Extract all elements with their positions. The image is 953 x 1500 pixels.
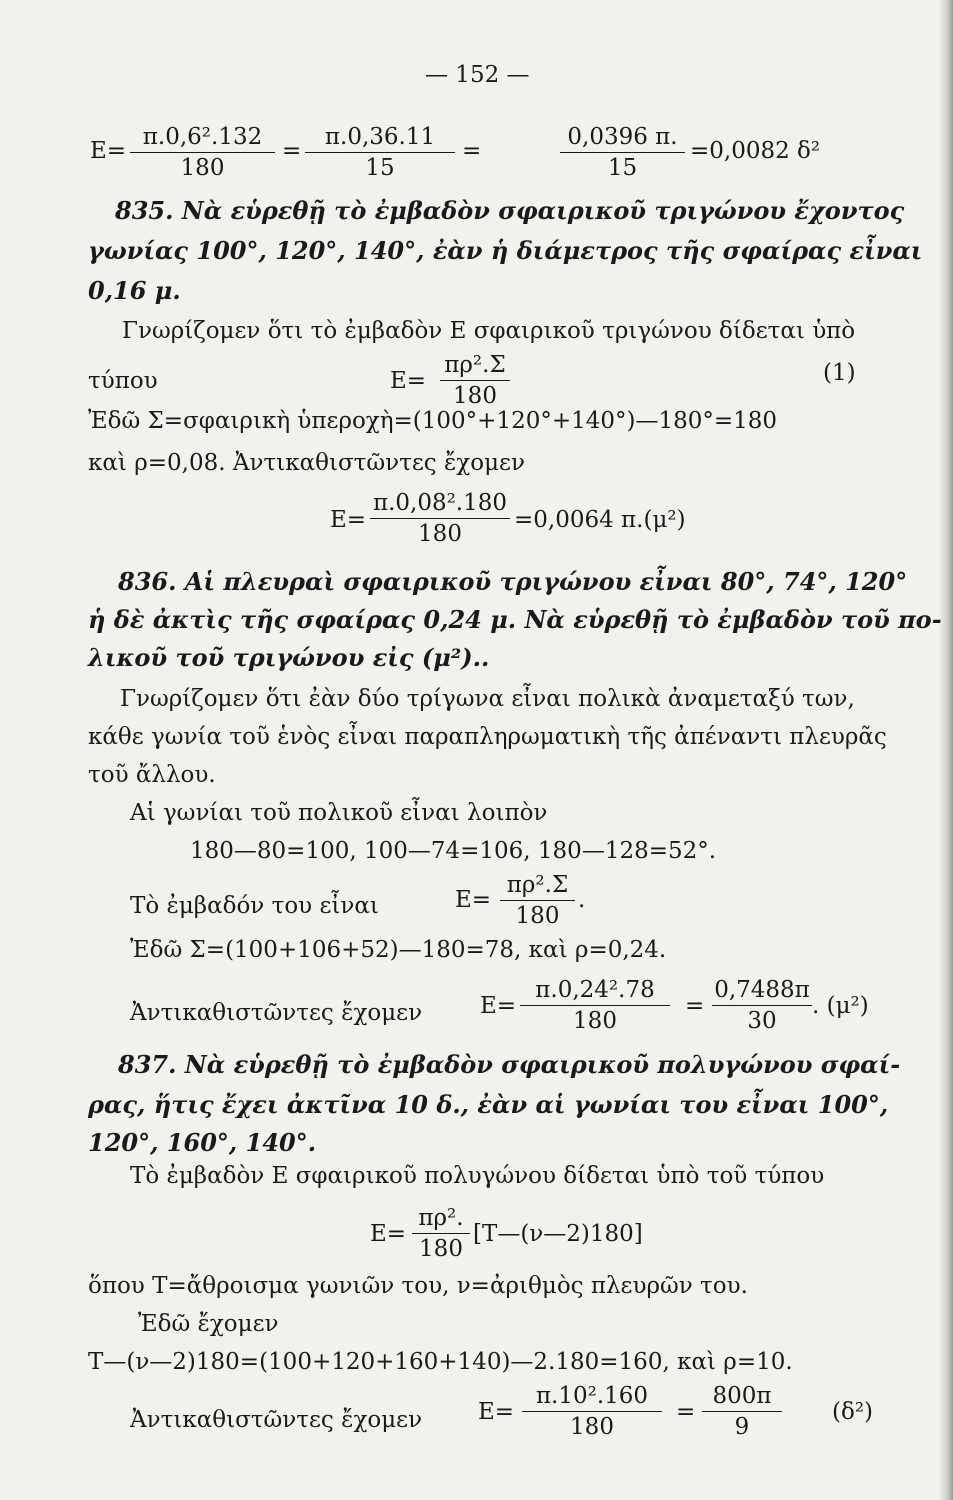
body-line: Τὸ ἐμβαδόν του εἶναι	[130, 893, 379, 919]
formula-lhs: Ε=	[478, 1399, 515, 1425]
fraction-denominator: 9	[734, 1414, 750, 1440]
result-value: =0,0064 π.(μ²)	[514, 507, 686, 533]
fraction-denominator: 15	[365, 155, 395, 181]
formula-lhs: Ε=	[390, 368, 427, 394]
body-line: Τὸ ἐμβαδὸν Ε σφαιρικοῦ πολυγώνου δίδεται ὑπὸ τοῦ τύπου	[130, 1163, 825, 1189]
formula-lhs: Ε=	[480, 993, 517, 1019]
problem-heading-line: ἡ δὲ ἀκτὶς τῆς σφαίρας 0,24 μ. Νὰ εὑρεθῇ τὸ ἐμβαδὸν τοῦ πο-	[88, 605, 942, 634]
formula-fraction	[412, 1203, 470, 1264]
fraction-numerator: π.0,6².132	[130, 122, 275, 153]
fraction-denominator: 180	[419, 1236, 463, 1262]
formula-bracket: [Τ—(ν—2)180]	[473, 1221, 643, 1247]
fraction-numerator: π.10².160	[522, 1381, 662, 1412]
problem-heading-line: 835. Νὰ εὑρεθῇ τὸ ἐμβαδὸν σφαιρικοῦ τριγώνου ἔχοντος	[115, 196, 905, 225]
result-fraction-2	[702, 1381, 782, 1442]
problem-heading-line: ρας, ἥτις ἔχει ἀκτῖνα 10 δ., ἐὰν αἱ γωνίαι του εἶναι 100°,	[88, 1090, 889, 1119]
problem-heading-line: 836. Αἱ πλευραὶ σφαιρικοῦ τριγώνου εἶναι 80°, 74°, 120°	[118, 567, 908, 596]
equals-sign: =	[282, 138, 302, 164]
body-line: καὶ ρ=0,08. Ἀντικαθιστῶντες ἔχομεν	[88, 450, 525, 476]
body-line: 180—80=100, 100—74=106, 180—128=52°.	[190, 838, 717, 864]
body-line: Ἀντικαθιστῶντες ἔχομεν	[130, 1407, 423, 1433]
result-fraction	[520, 975, 670, 1036]
body-line: Ἐδῶ Σ=(100+106+52)—180=78, καὶ ρ=0,24.	[130, 937, 667, 963]
equals-sign: =	[462, 138, 482, 164]
body-line: Γνωρίζομεν ὅτι τὸ ἐμβαδὸν Ε σφαιρικοῦ τριγώνου δίδεται ὑπὸ	[122, 318, 856, 344]
fraction-numerator: πρ².	[412, 1203, 470, 1234]
body-line: ὅπου Τ=ἄθροισμα γωνιῶν του, ν=ἀριθμὸς πλευρῶν του.	[88, 1273, 748, 1299]
fraction-2	[305, 122, 455, 183]
body-line: Τ—(ν—2)180=(100+120+160+140)—2.180=160, καὶ ρ=10.	[88, 1349, 793, 1375]
formula-fraction	[500, 870, 575, 931]
page-number: — 152 —	[425, 62, 530, 88]
fraction-numerator: 0,0396 π.	[560, 122, 685, 153]
fraction-denominator: 15	[607, 155, 638, 181]
fraction-3	[560, 122, 685, 183]
fraction-numerator: 800π	[702, 1381, 782, 1412]
fraction-numerator: π.0,36.11	[305, 122, 455, 153]
fraction-numerator: 0,7488π	[712, 975, 812, 1006]
body-line: Αἱ γωνίαι τοῦ πολικοῦ εἶναι λοιπὸν	[130, 800, 548, 826]
body-line: τοῦ ἄλλου.	[88, 762, 216, 788]
formula-lhs: Ε=	[455, 887, 492, 913]
period: .	[578, 887, 586, 913]
result-fraction-2	[712, 975, 812, 1036]
fraction-numerator: π.0,24².78	[520, 975, 670, 1006]
problem-heading-line: γωνίας 100°, 120°, 140°, ἐὰν ἡ διάμετρος τῆς σφαίρας εἶναι	[88, 236, 923, 265]
body-line: Ἐδῶ ἔχομεν	[138, 1311, 279, 1337]
fraction-1	[130, 122, 275, 183]
body-line: Ἀντικαθιστῶντες ἔχομεν	[130, 1000, 423, 1026]
fraction-numerator: π.0,08².180	[370, 488, 510, 519]
fraction-denominator: 180	[573, 1008, 617, 1034]
problem-heading-line: 837. Νὰ εὑρεθῇ τὸ ἐμβαδὸν σφαιρικοῦ πολυγώνου σφαί-	[118, 1050, 901, 1079]
body-line: Ἐδῶ Σ=σφαιρικὴ ὑπεροχὴ=(100°+120°+140°)—180°=180	[88, 408, 778, 434]
fraction-numerator: πρ².Σ	[440, 350, 510, 381]
equals-sign: =	[676, 1399, 696, 1425]
equation-tag: (1)	[823, 360, 856, 386]
formula-lhs: Ε=	[330, 507, 367, 533]
fraction-denominator: 30	[747, 1008, 777, 1034]
problem-heading-line: 120°, 160°, 140°.	[88, 1128, 317, 1157]
eq-e: E=	[90, 138, 127, 164]
problem-heading-line: 0,16 μ.	[88, 276, 181, 305]
fraction-denominator: 180	[453, 383, 497, 409]
result-value: =0,0082 δ²	[690, 138, 821, 164]
body-line: τύπου	[88, 368, 158, 394]
fraction-denominator: 180	[418, 521, 462, 547]
page-edge	[939, 0, 953, 1500]
result-fraction	[370, 488, 510, 549]
fraction-denominator: 180	[515, 903, 560, 929]
fraction-numerator: πρ².Σ	[500, 870, 575, 901]
result-fraction	[522, 1381, 662, 1442]
problem-heading-line: λικοῦ τοῦ τριγώνου εἰς (μ²)..	[88, 643, 490, 672]
fraction-denominator: 180	[180, 155, 225, 181]
fraction-denominator: 180	[570, 1414, 614, 1440]
unit-label: . (μ²)	[812, 993, 869, 1019]
body-line: Γνωρίζομεν ὅτι ἐὰν δύο τρίγωνα εἶναι πολικὰ ἀναμεταξύ των,	[120, 686, 855, 712]
equals-sign: =	[685, 993, 705, 1019]
body-line: κάθε γωνία τοῦ ἑνὸς εἶναι παραπληρωματικὴ τῆς ἀπέναντι πλευρᾶς	[88, 724, 887, 750]
formula-lhs: Ε=	[370, 1221, 407, 1247]
unit-label: (δ²)	[832, 1399, 874, 1425]
formula-fraction	[440, 350, 510, 411]
